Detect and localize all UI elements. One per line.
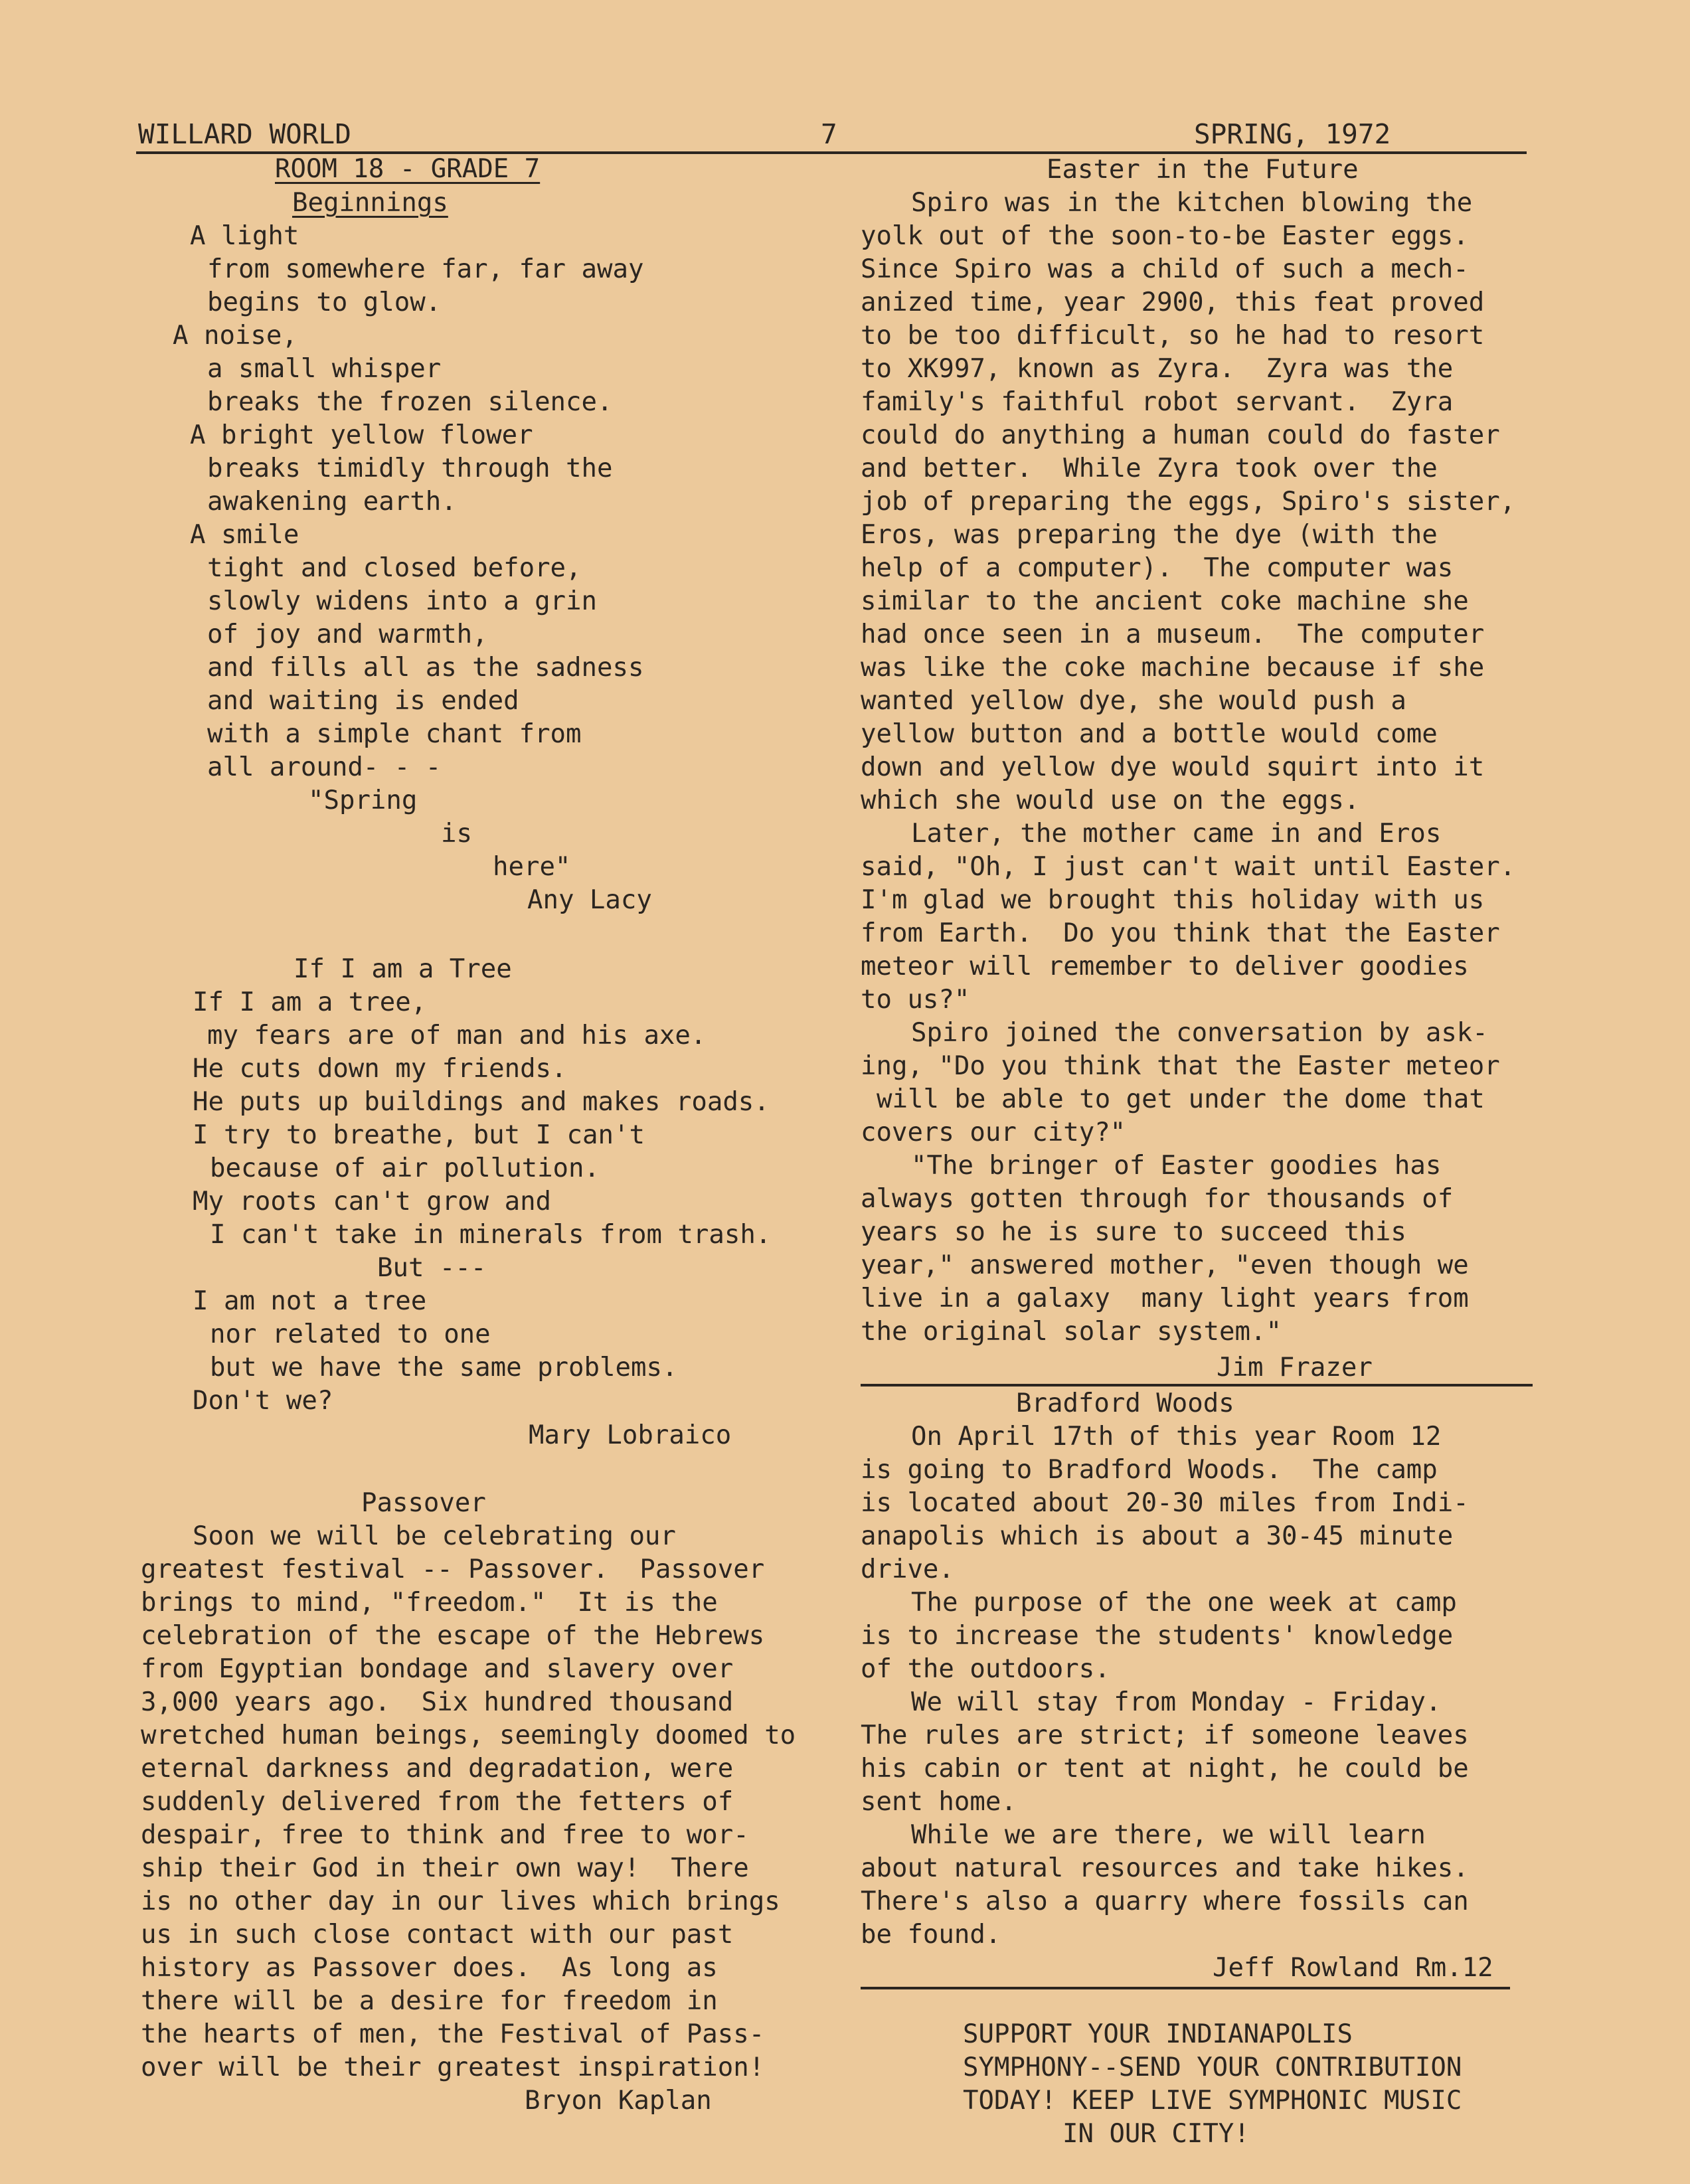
masthead-title: WILLARD WORLD bbox=[138, 118, 351, 150]
poem-line: a small whisper bbox=[207, 354, 442, 384]
article-line: the original solar system." bbox=[861, 1317, 1282, 1347]
article-line: We will stay from Monday - Friday. bbox=[911, 1687, 1442, 1717]
article-title: Bradford Woods bbox=[1016, 1388, 1234, 1418]
poem-line: I can't take in minerals from trash. bbox=[210, 1220, 772, 1250]
notice-line: SUPPORT YOUR INDIANAPOLIS bbox=[963, 2019, 1353, 2049]
poem-title: If I am a Tree bbox=[294, 954, 512, 984]
poem-line: A bright yellow flower bbox=[190, 420, 533, 450]
article-line: the hearts of men, the Festival of Pass- bbox=[141, 2019, 765, 2049]
poem-line: and fills all as the sadness bbox=[207, 653, 644, 683]
poem-line: breaks the frozen silence. bbox=[207, 387, 613, 417]
section-heading: ROOM 18 - GRADE 7 bbox=[275, 154, 541, 184]
article-line: is no other day in our lives which brings bbox=[141, 1887, 780, 1916]
article-line: his cabin or tent at night, he could be bbox=[861, 1754, 1469, 1784]
article-line: suddenly delivered from the fetters of bbox=[141, 1787, 734, 1817]
article-line: to us?" bbox=[861, 985, 970, 1015]
article-line: job of preparing the eggs, Spiro's sister, bbox=[861, 487, 1516, 517]
article-line: 3,000 years ago. Six hundred thousand bbox=[141, 1687, 734, 1717]
article-line: Soon we will be celebrating our bbox=[193, 1521, 676, 1551]
article-line: drive. bbox=[861, 1554, 954, 1584]
poem-line: is bbox=[441, 819, 472, 849]
article-line: help of a computer). The computer was bbox=[861, 553, 1454, 583]
article-line: year," answered mother, "even though we bbox=[861, 1250, 1469, 1280]
article-line: said, "Oh, I just can't wait until Easter. bbox=[861, 852, 1516, 882]
article-line: despair, free to think and free to wor- bbox=[141, 1820, 749, 1850]
article-line: over will be their greatest inspiration! bbox=[141, 2053, 765, 2082]
article-line: us in such close contact with our past bbox=[141, 1920, 734, 1950]
poem-line: He cuts down my friends. bbox=[193, 1054, 567, 1084]
poem-line: awakening earth. bbox=[207, 487, 457, 517]
poem-line: because of air pollution. bbox=[210, 1153, 600, 1183]
article-line: Spiro joined the conversation by ask- bbox=[911, 1018, 1488, 1048]
article-line: down and yellow dye would squirt into it bbox=[861, 752, 1485, 782]
article-line: wanted yellow dye, she would push a bbox=[861, 686, 1406, 716]
article-line: is located about 20-30 miles from Indi- bbox=[861, 1488, 1469, 1518]
author-byline: Any Lacy bbox=[527, 885, 652, 915]
poem-line: Don't we? bbox=[193, 1386, 333, 1416]
article-line: of the outdoors. bbox=[861, 1654, 1110, 1684]
page-number: 7 bbox=[821, 118, 837, 150]
article-line: eternal darkness and degradation, were bbox=[141, 1754, 734, 1784]
article-line: "The bringer of Easter goodies has bbox=[911, 1151, 1442, 1181]
notice-line: TODAY! KEEP LIVE SYMPHONIC MUSIC bbox=[963, 2086, 1462, 2116]
article-title: Passover bbox=[361, 1488, 486, 1518]
article-line: live in a galaxy many light years from bbox=[861, 1284, 1469, 1313]
poem-line: "Spring bbox=[308, 786, 418, 815]
poem-line: my fears are of man and his axe. bbox=[207, 1021, 707, 1050]
article-line: ship their God in their own way! There bbox=[141, 1853, 749, 1883]
article-line: history as Passover does. As long as bbox=[141, 1953, 718, 1983]
article-line: On April 17th of this year Room 12 bbox=[911, 1422, 1442, 1452]
article-line: there will be a desire for freedom in bbox=[141, 1986, 718, 2016]
article-line: sent home. bbox=[861, 1787, 1017, 1817]
author-byline: Mary Lobraico bbox=[529, 1420, 732, 1450]
article-line: celebration of the escape of the Hebrews bbox=[141, 1621, 765, 1651]
article-line: Later, the mother came in and Eros bbox=[911, 819, 1442, 849]
author-byline: Bryon Kaplan bbox=[525, 2086, 712, 2116]
article-line: brings to mind, "freedom." It is the bbox=[141, 1588, 718, 1618]
article-line: yolk out of the soon-to-be Easter eggs. bbox=[861, 221, 1469, 251]
article-line: to be too difficult, so he had to resort bbox=[861, 321, 1485, 351]
article-line: about natural resources and take hikes. bbox=[861, 1853, 1469, 1883]
article-title: Easter in the Future bbox=[1047, 155, 1359, 185]
article-line: years so he is sure to succeed this bbox=[861, 1217, 1406, 1247]
poem-line: A noise, bbox=[173, 321, 297, 351]
poem-line: I am not a tree bbox=[193, 1286, 427, 1316]
poem-line: nor related to one bbox=[210, 1319, 491, 1349]
poem-line: with a simple chant from bbox=[207, 719, 582, 749]
article-line: anapolis which is about a 30-45 minute bbox=[861, 1521, 1454, 1551]
poem-line: all around- - - bbox=[207, 752, 442, 782]
article-divider bbox=[861, 1987, 1510, 1989]
poem-line: A light bbox=[190, 221, 299, 251]
article-line: Eros, was preparing the dye (with the bbox=[861, 520, 1438, 550]
poem-line: of joy and warmth, bbox=[207, 620, 488, 649]
poem-line: and waiting is ended bbox=[207, 686, 519, 716]
article-line: greatest festival -- Passover. Passover bbox=[141, 1554, 765, 1584]
poem-line: here" bbox=[493, 852, 571, 882]
article-line: The rules are strict; if someone leaves bbox=[861, 1721, 1469, 1750]
article-line: Spiro was in the kitchen blowing the bbox=[911, 188, 1473, 218]
poem-line: breaks timidly through the bbox=[207, 454, 613, 483]
article-line: could do anything a human could do faster bbox=[861, 420, 1500, 450]
article-line: always gotten through for thousands of bbox=[861, 1184, 1454, 1214]
article-line: be found. bbox=[861, 1920, 1001, 1950]
article-line: While we are there, we will learn bbox=[911, 1820, 1426, 1850]
poem-line: begins to glow. bbox=[207, 288, 442, 317]
poem-line: A smile bbox=[190, 520, 299, 550]
article-line: will be able to get under the dome that bbox=[877, 1084, 1485, 1114]
poem-line: He puts up buildings and makes roads. bbox=[193, 1087, 770, 1117]
poem-line: slowly widens into a grin bbox=[207, 586, 597, 616]
article-line: similar to the ancient coke machine she bbox=[861, 586, 1469, 616]
poem-line: but we have the same problems. bbox=[210, 1353, 678, 1383]
author-byline: Jeff Rowland Rm.12 bbox=[1213, 1953, 1493, 1983]
article-line: Since Spiro was a child of such a mech- bbox=[861, 254, 1469, 284]
article-line: covers our city?" bbox=[861, 1118, 1126, 1147]
poem-title: Beginnings bbox=[292, 188, 448, 218]
article-line: from Earth. Do you think that the Easter bbox=[861, 918, 1500, 948]
article-line: There's also a quarry where fossils can bbox=[861, 1887, 1469, 1916]
article-divider bbox=[861, 1384, 1533, 1386]
article-line: is going to Bradford Woods. The camp bbox=[861, 1455, 1438, 1485]
article-line: wretched human beings, seemingly doomed to bbox=[141, 1721, 796, 1750]
article-line: yellow button and a bottle would come bbox=[861, 719, 1438, 749]
article-line: is to increase the students' knowledge bbox=[861, 1621, 1454, 1651]
issue-date: SPRING, 1972 bbox=[1194, 118, 1391, 150]
article-line: ing, "Do you think that the Easter meteor bbox=[861, 1051, 1500, 1081]
poem-line: But --- bbox=[377, 1253, 487, 1283]
article-line: I'm glad we brought this holiday with us bbox=[861, 885, 1485, 915]
author-byline: Jim Frazer bbox=[1217, 1353, 1373, 1383]
article-line: was like the coke machine because if she bbox=[861, 653, 1485, 683]
article-line: family's faithful robot servant. Zyra bbox=[861, 387, 1454, 417]
poem-line: tight and closed before, bbox=[207, 553, 582, 583]
poem-line: from somewhere far, far away bbox=[207, 254, 644, 284]
article-line: to XK997, known as Zyra. Zyra was the bbox=[861, 354, 1454, 384]
article-line: had once seen in a museum. The computer bbox=[861, 620, 1485, 649]
article-line: anized time, year 2900, this feat proved bbox=[861, 288, 1485, 317]
notice-line: SYMPHONY--SEND YOUR CONTRIBUTION bbox=[963, 2053, 1462, 2082]
article-line: which she would use on the eggs. bbox=[861, 786, 1360, 815]
article-line: meteor will remember to deliver goodies bbox=[861, 952, 1469, 981]
article-line: and better. While Zyra took over the bbox=[861, 454, 1438, 483]
article-line: The purpose of the one week at camp bbox=[911, 1588, 1457, 1618]
article-line: from Egyptian bondage and slavery over bbox=[141, 1654, 734, 1684]
poem-line: If I am a tree, bbox=[193, 987, 427, 1017]
poem-line: I try to breathe, but I can't bbox=[193, 1120, 645, 1150]
notice-line: IN OUR CITY! bbox=[1062, 2119, 1250, 2149]
poem-line: My roots can't grow and bbox=[193, 1187, 552, 1217]
